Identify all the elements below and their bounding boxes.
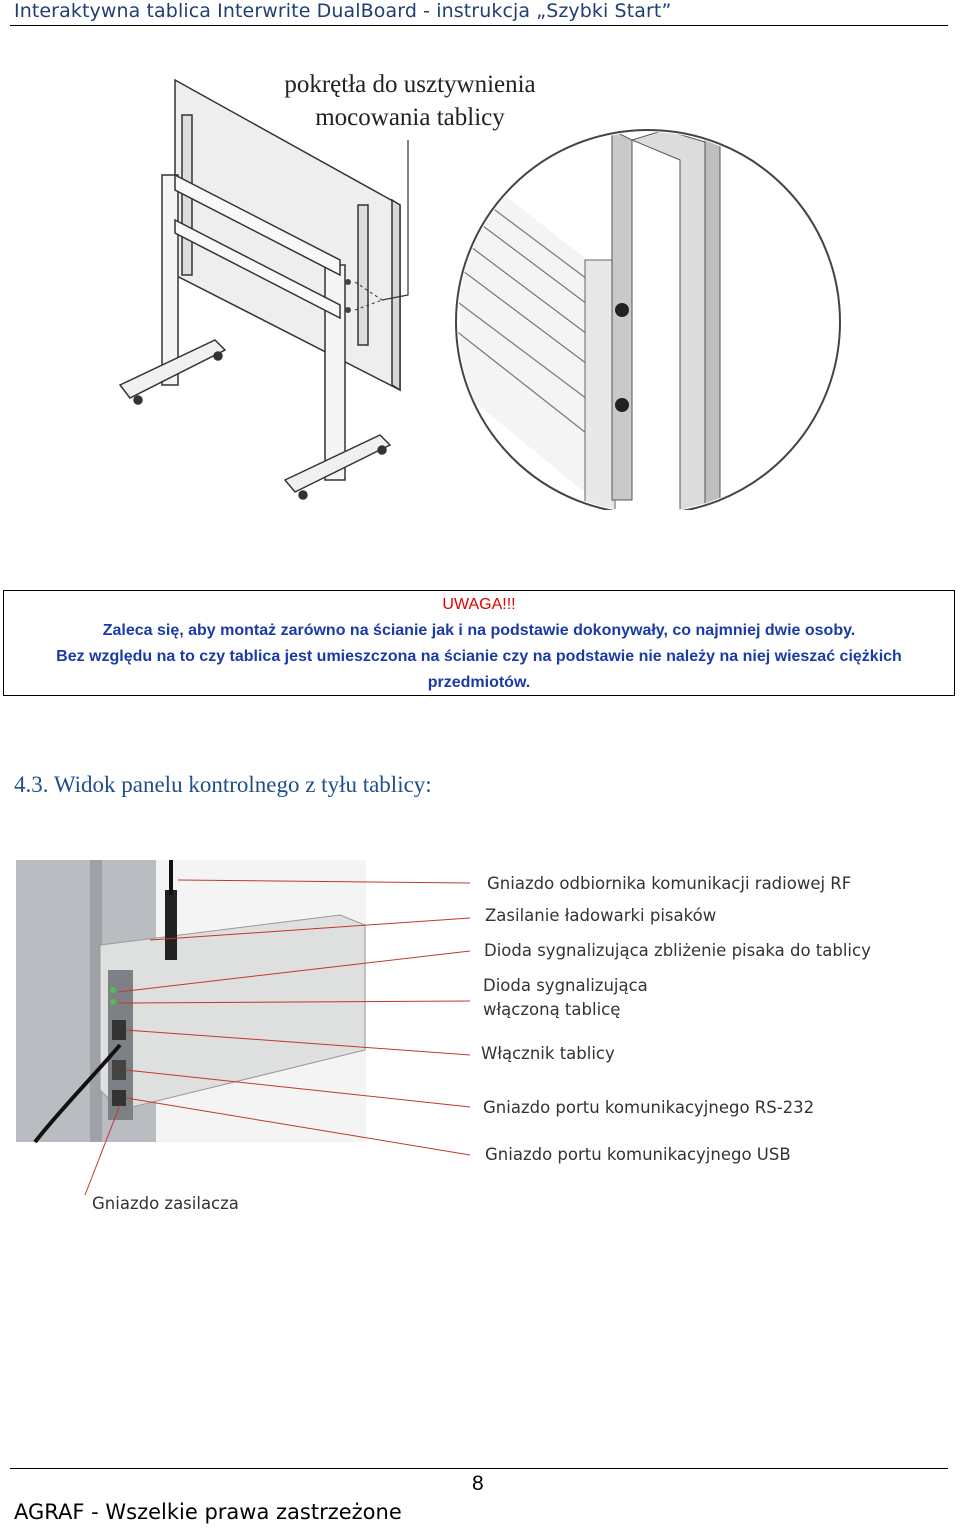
section-heading: 4.3. Widok panelu kontrolnego z tyłu tablicy:: [14, 772, 432, 797]
footer-copyright: AGRAF - Wszelkie prawa zastrzeżone: [14, 1500, 402, 1524]
knobs-caption: [260, 68, 560, 134]
label-power-socket: Gniazdo zasilacza: [92, 1194, 239, 1213]
control-panel-photo: [0, 850, 960, 1230]
label-power-led-line1: Dioda sygnalizująca: [483, 976, 648, 995]
header-divider: [10, 25, 948, 26]
knobs-caption-line2: mocowania tablicy: [315, 104, 505, 131]
control-panel-figure: [0, 850, 960, 1230]
header-title: Interaktywna tablica Interwrite DualBoard - instrukcja „Szybki Start”: [14, 0, 672, 22]
label-charger-power: Zasilanie ładowarki pisaków: [485, 906, 717, 925]
label-proximity-led: Dioda sygnalizująca zbliżenie pisaka do tablicy: [484, 941, 871, 960]
footer-divider: [10, 1468, 948, 1469]
warning-line-1: Zaleca się, aby montaż zarówno na ścianie jak i na podstawie dokonywały, co najmniej dwie osoby.: [102, 622, 856, 639]
warning-line-2: Bez względu na to czy tablica jest umieszczona na ścianie czy na podstawie nie należy na niej wieszać ciężkich przedmiotów.: [56, 648, 902, 691]
label-rs232-socket: Gniazdo portu komunikacyjnego RS-232: [483, 1098, 815, 1117]
label-power-led-line2: włączoną tablicę: [483, 1000, 621, 1019]
warning-box: [3, 590, 955, 696]
mounting-illustration: [100, 60, 860, 510]
label-power-switch: Włącznik tablicy: [481, 1044, 615, 1063]
label-rf-socket: Gniazdo odbiornika komunikacji radiowej RF: [487, 874, 852, 893]
label-usb-socket: Gniazdo portu komunikacyjnego USB: [485, 1145, 791, 1164]
knobs-caption-line1: pokrętła do usztywnienia: [284, 71, 536, 98]
page-number: 8: [472, 1472, 484, 1495]
warning-title: UWAGA!!!: [442, 596, 516, 613]
